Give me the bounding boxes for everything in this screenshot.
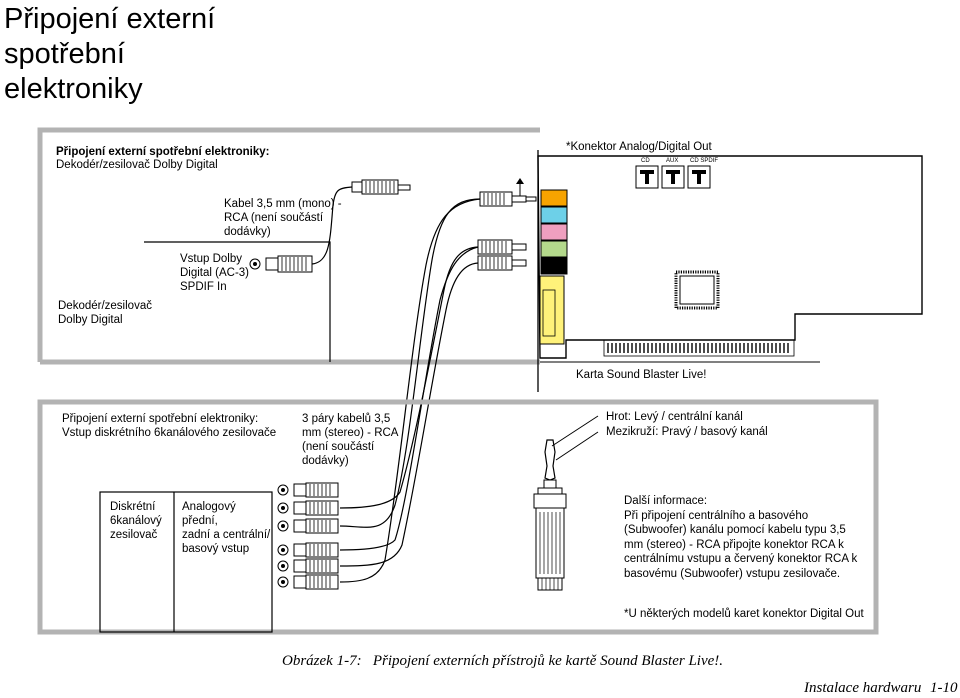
dolby-input-label [180, 252, 260, 294]
decoder-label-line: Dolby Digital [58, 314, 123, 326]
dolby-input-label-line: Vstup Dolby [180, 253, 243, 265]
figure-caption: Obrázek 1-7: Připojení externích přístrojů ke kartě Sound Blaster Live!. [282, 653, 724, 669]
sound-card [538, 150, 922, 392]
dolby-input-label-line: Digital (AC-3) [180, 267, 250, 279]
mono-cable-label-line: Kabel 3,5 mm (mono) - [224, 198, 342, 210]
rca-plugs-amp [294, 483, 338, 589]
page-title-line: Připojení externí [4, 3, 216, 35]
amplifier-label [110, 500, 172, 542]
rca-inputs [278, 485, 288, 587]
card-plug-black [478, 256, 526, 270]
stereo-cable-label [302, 412, 412, 468]
info-line: mm (stereo) - RCA připojte konektor RCA k [624, 538, 844, 551]
top-heading: Připojení externí spotřební elektroniky: [56, 146, 270, 158]
top-subheading: Dekodér/zesilovač Dolby Digital [56, 159, 218, 171]
bottom-heading [62, 412, 276, 440]
info-line: basovému (Subwoofer) vstupu zesilovače. [624, 567, 841, 580]
ring-label: Mezikruží: Pravý / basový kanál [606, 426, 768, 438]
port-label-cd-spdif: CD SPDIF [690, 158, 719, 164]
connector-note: *Konektor Analog/Digital Out [566, 141, 712, 153]
footnote: *U některých modelů karet konektor Digital Out [624, 608, 864, 620]
tip-pointer [552, 416, 598, 446]
port-connector-aux [662, 166, 684, 188]
decoder-label [58, 299, 158, 327]
analog-input-label [182, 500, 272, 556]
stereo-cable-label-line: dodávky) [302, 455, 349, 467]
amplifier-label-line: zesilovač [110, 529, 158, 541]
card-bracket-lower [540, 276, 564, 344]
jack-green [541, 241, 567, 257]
decoder-label-line: Dekodér/zesilovač [58, 300, 152, 312]
info-block [624, 494, 874, 581]
stereo-cable-label-line: (není součástí [302, 441, 375, 453]
jack-black [541, 258, 567, 274]
analog-input-label-line: Analogový přední, [182, 501, 236, 527]
info-line: Další informace: [624, 495, 708, 507]
bottom-heading-line: Vstup diskrétního 6kanálového zesilovače [62, 427, 277, 439]
mono-plug [352, 180, 410, 194]
port-connector-cd [636, 166, 658, 188]
mono-cable-label [224, 197, 354, 239]
jack-orange [541, 190, 567, 206]
footer-section: Instalace hardwaru [804, 680, 922, 696]
mono-cable-label-line: RCA (není součástí [224, 212, 324, 224]
port-connector-cd-spdif [688, 166, 710, 188]
info-line: centrálnímu vstupu a červený konektor RCA k [624, 553, 858, 565]
mono-cable-label-line: dodávky) [224, 226, 271, 238]
tip-label: Hrot: Levý / centrální kanál [606, 411, 743, 423]
stereo-plug-diagram [534, 440, 566, 590]
stereo-cable-label-line: mm (stereo) - RCA [302, 427, 399, 439]
stereo-cable-label-line: 3 páry kabelů 3,5 [302, 413, 391, 425]
amplifier-label-line: 6kanálový [110, 515, 162, 527]
port-label-aux: AUX [666, 158, 679, 164]
port-label-cd: CD [641, 158, 650, 164]
info-line: (Subwoofer) kanálu pomocí kabelu typu 3,5 [624, 524, 846, 536]
card-plug-orange [480, 192, 536, 206]
ring-pointer [556, 432, 598, 460]
analog-input-label-line: basový vstup [182, 543, 250, 555]
card-plug-pink [478, 240, 526, 254]
analog-input-label-line: zadní a centrální/ [182, 529, 271, 541]
jack-cyan [541, 207, 567, 223]
jack-pink [541, 224, 567, 240]
card-label: Karta Sound Blaster Live! [576, 369, 707, 381]
amplifier-label-line: Diskrétní [110, 501, 156, 513]
info-line: Při připojení centrálního a basového [624, 509, 809, 522]
footer-page-number: 1-10 [930, 680, 958, 696]
dolby-input-label-line: SPDIF In [180, 281, 227, 293]
page-title-line: spotřební [4, 38, 125, 70]
page-title-line: elektroniky [4, 73, 143, 105]
bottom-heading-line: Připojení externí spotřební elektroniky: [62, 413, 259, 425]
